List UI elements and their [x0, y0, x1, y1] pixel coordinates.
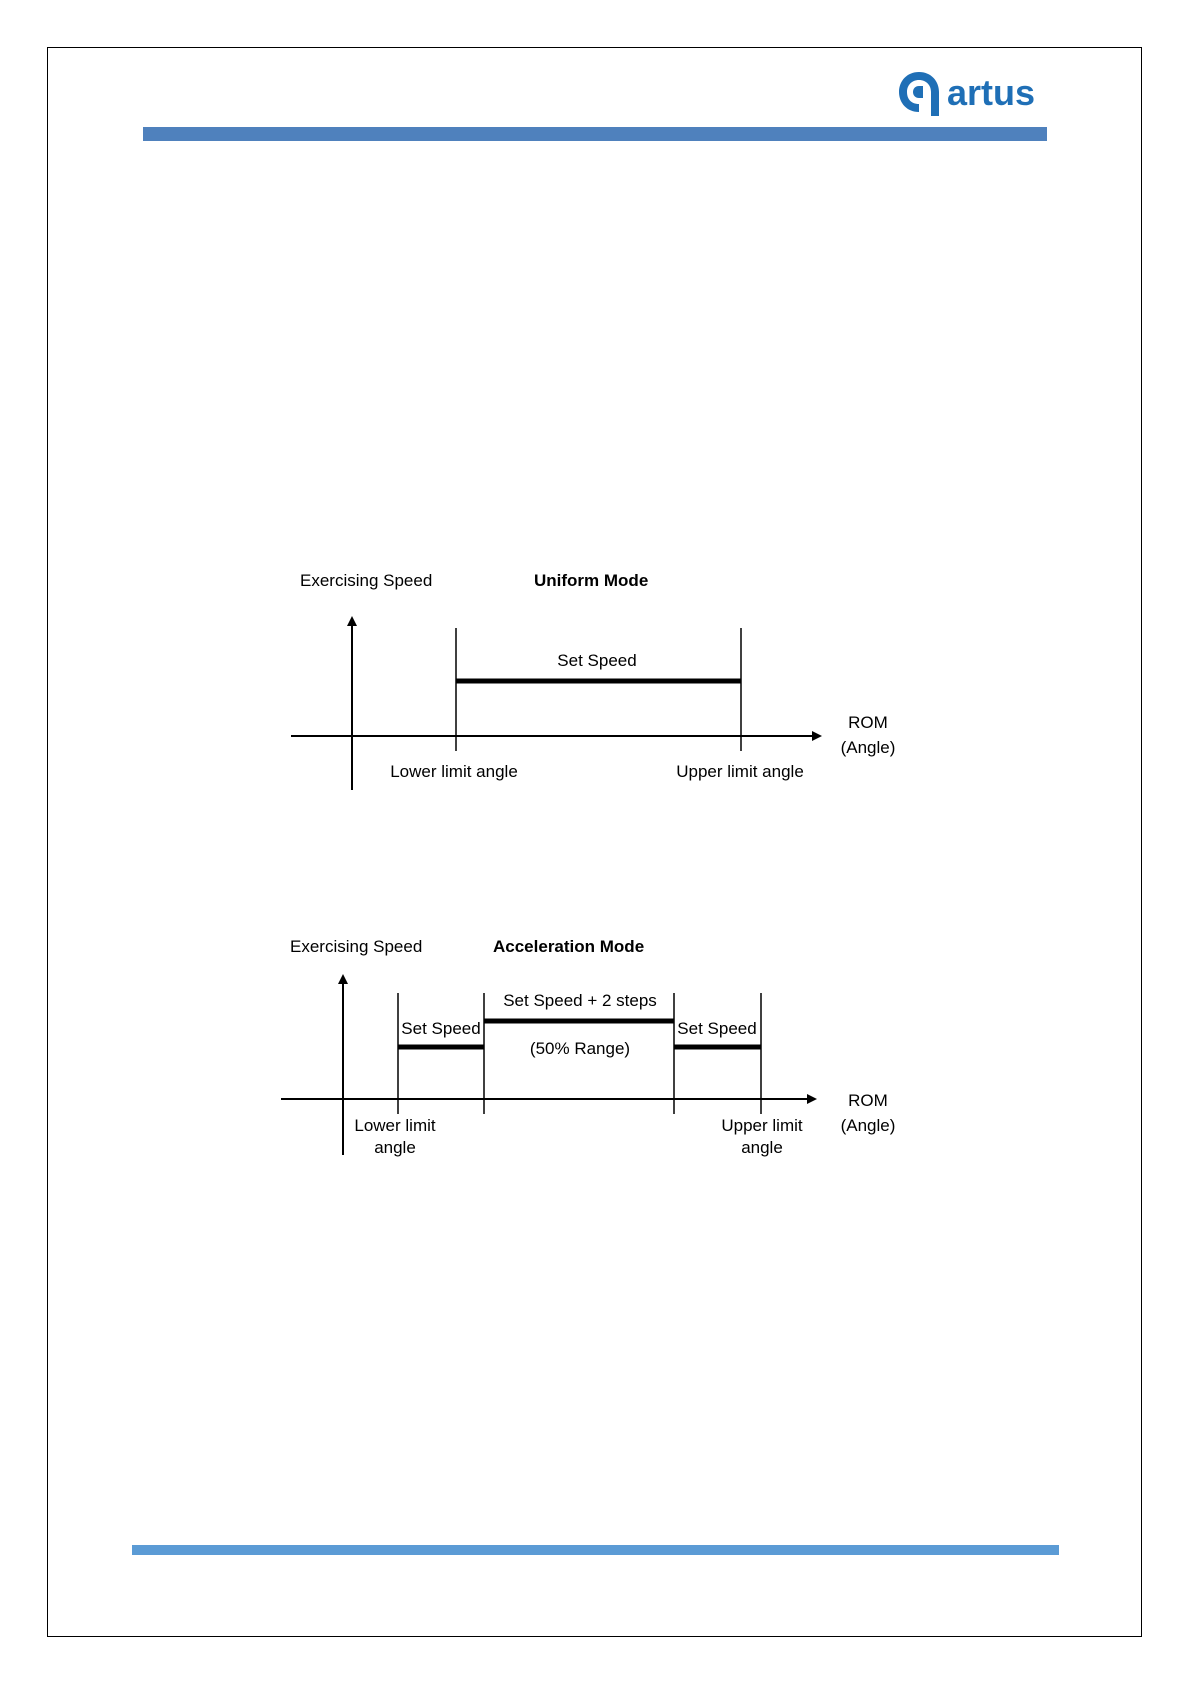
uniform-mode-diagram	[291, 571, 895, 790]
acceleration-left-set-speed-label: Set Speed	[401, 1019, 481, 1038]
acceleration-title: Acceleration Mode	[493, 937, 645, 956]
acceleration-x-axis-label-line2: (Angle)	[840, 1116, 896, 1135]
uniform-upper-limit-label: Upper limit angle	[676, 762, 804, 781]
acceleration-lower-limit-label-line2: angle	[374, 1138, 416, 1157]
acceleration-mode-diagram	[281, 937, 895, 1157]
uniform-x-axis-label-line2: (Angle)	[840, 738, 896, 757]
acceleration-y-axis-label: Exercising Speed	[290, 937, 423, 956]
logo-text: artus	[947, 72, 1036, 113]
acceleration-x-axis-label-line1: ROM	[848, 1091, 888, 1110]
acceleration-upper-limit-label-line2: angle	[741, 1138, 783, 1157]
acceleration-upper-limit-label-line1: Upper limit	[721, 1116, 803, 1135]
acceleration-middle-speed-label: Set Speed + 2 steps	[503, 991, 657, 1010]
footer-bar	[132, 1545, 1059, 1555]
uniform-title: Uniform Mode	[534, 571, 649, 590]
uniform-y-axis-label: Exercising Speed	[300, 571, 433, 590]
acceleration-right-set-speed-label: Set Speed	[677, 1019, 757, 1038]
acceleration-middle-range-label: (50% Range)	[529, 1039, 631, 1058]
acceleration-lower-limit-label-line1: Lower limit	[354, 1116, 436, 1135]
uniform-set-speed-label: Set Speed	[557, 651, 637, 670]
uniform-x-axis-label-line1: ROM	[848, 713, 888, 732]
uniform-lower-limit-label: Lower limit angle	[390, 762, 518, 781]
